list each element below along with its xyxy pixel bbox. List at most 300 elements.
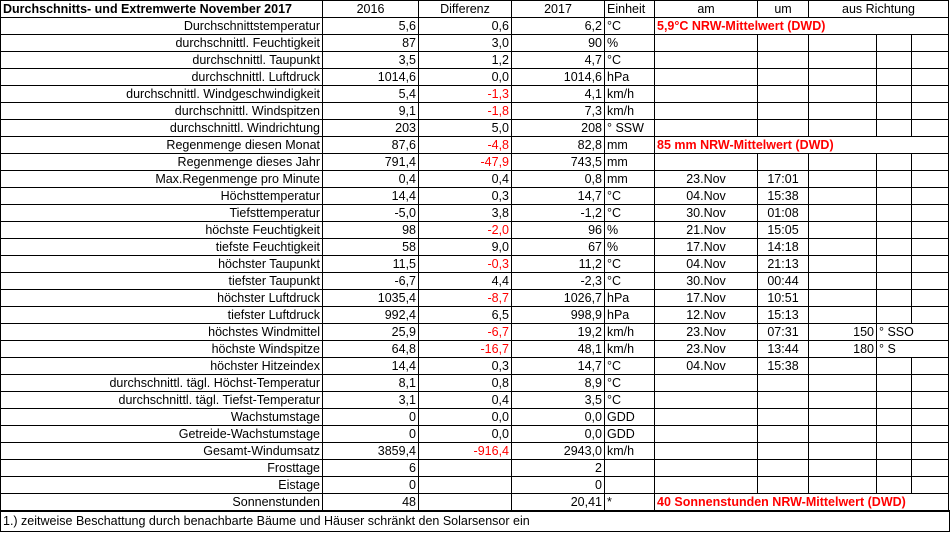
value-unit: %: [605, 239, 655, 256]
table-row: [1, 358, 949, 375]
table-row: [1, 443, 949, 460]
value-2016: 58: [323, 239, 419, 256]
empty-cell: [912, 273, 949, 290]
value-2016: 25,9: [323, 324, 419, 341]
value-2016: 1035,4: [323, 290, 419, 307]
row-label: Höchsttemperatur: [1, 188, 323, 205]
dwd-reference-note: 40 Sonnenstunden NRW-Mittelwert (DWD): [655, 494, 949, 511]
row-label: höchste Feuchtigkeit: [1, 222, 323, 239]
value-2016: 1014,6: [323, 69, 419, 86]
row-label: Max.Regenmenge pro Minute: [1, 171, 323, 188]
empty-cell: [912, 154, 949, 171]
col-header-unit: Einheit: [605, 1, 655, 18]
value-diff: 3,8: [419, 205, 512, 222]
value-direction-degrees: [809, 460, 877, 477]
value-date: 23.Nov: [655, 171, 758, 188]
value-time: [758, 460, 809, 477]
value-direction-degrees: [809, 307, 877, 324]
value-unit: °C: [605, 273, 655, 290]
value-2017: 90: [512, 35, 605, 52]
value-date: [655, 103, 758, 120]
row-label: tiefster Taupunkt: [1, 273, 323, 290]
row-label: Sonnenstunden: [1, 494, 323, 511]
value-2017: 998,9: [512, 307, 605, 324]
empty-cell: [912, 171, 949, 188]
value-date: [655, 375, 758, 392]
value-direction-degrees: [809, 392, 877, 409]
empty-cell: [912, 460, 949, 477]
row-label: Wachstumstage: [1, 409, 323, 426]
value-2017: 4,7: [512, 52, 605, 69]
value-time: 15:38: [758, 358, 809, 375]
value-direction-name: [877, 256, 912, 273]
value-direction-degrees: [809, 222, 877, 239]
empty-cell: [912, 477, 949, 494]
table-row: [1, 273, 949, 290]
value-unit: ° SSW: [605, 120, 655, 137]
value-direction-degrees: [809, 375, 877, 392]
value-2016: 64,8: [323, 341, 419, 358]
value-date: 12.Nov: [655, 307, 758, 324]
value-direction-name: [877, 188, 912, 205]
value-date: [655, 69, 758, 86]
value-diff: 0,8: [419, 375, 512, 392]
value-2017: 0,8: [512, 171, 605, 188]
row-label: durchschnittl. Luftdruck: [1, 69, 323, 86]
value-direction-degrees: [809, 120, 877, 137]
value-2016: 203: [323, 120, 419, 137]
value-time: 07:31: [758, 324, 809, 341]
value-diff: -1,3: [419, 86, 512, 103]
value-diff: [419, 494, 512, 511]
value-2016: 9,1: [323, 103, 419, 120]
table-row: [1, 52, 949, 69]
value-unit: °C: [605, 256, 655, 273]
value-unit: °C: [605, 375, 655, 392]
footnote: 1.) zeitweise Beschattung durch benachbarte Bäume und Häuser schränkt den Solarsensor ein: [0, 511, 950, 532]
value-2016: 14,4: [323, 188, 419, 205]
value-unit: *: [605, 494, 655, 511]
table-row: [1, 409, 949, 426]
value-diff: 0,3: [419, 188, 512, 205]
value-direction-degrees: [809, 35, 877, 52]
value-unit: %: [605, 222, 655, 239]
value-direction-name: [877, 290, 912, 307]
value-direction-name: [877, 222, 912, 239]
row-label: höchster Taupunkt: [1, 256, 323, 273]
value-time: 14:18: [758, 239, 809, 256]
empty-cell: [912, 307, 949, 324]
value-2016: 98: [323, 222, 419, 239]
value-direction-degrees: [809, 86, 877, 103]
row-label: Regenmenge dieses Jahr: [1, 154, 323, 171]
value-direction-degrees: 150: [809, 324, 877, 341]
value-direction-name: [877, 358, 912, 375]
value-date: 17.Nov: [655, 239, 758, 256]
row-label: Frosttage: [1, 460, 323, 477]
empty-cell: [912, 188, 949, 205]
value-direction-name: [877, 86, 912, 103]
value-time: 13:44: [758, 341, 809, 358]
value-direction-name: [877, 103, 912, 120]
table-row: [1, 375, 949, 392]
empty-cell: [912, 205, 949, 222]
value-date: 17.Nov: [655, 290, 758, 307]
value-direction-name: [877, 273, 912, 290]
value-date: [655, 409, 758, 426]
empty-cell: [912, 52, 949, 69]
table-row: [1, 171, 949, 188]
value-diff: 0,6: [419, 18, 512, 35]
table-row: [1, 239, 949, 256]
value-unit: mm: [605, 154, 655, 171]
value-2016: 3,5: [323, 52, 419, 69]
value-direction-degrees: [809, 443, 877, 460]
value-2016: 48: [323, 494, 419, 511]
value-unit: mm: [605, 171, 655, 188]
value-2016: 3859,4: [323, 443, 419, 460]
row-label: durchschnittl. tägl. Tiefst-Temperatur: [1, 392, 323, 409]
row-label: durchschnittl. Feuchtigkeit: [1, 35, 323, 52]
value-2017: 0: [512, 477, 605, 494]
value-time: [758, 35, 809, 52]
table-row: [1, 341, 949, 358]
value-diff: -916,4: [419, 443, 512, 460]
value-time: [758, 154, 809, 171]
value-date: [655, 443, 758, 460]
row-label: höchster Luftdruck: [1, 290, 323, 307]
row-label: Tiefsttemperatur: [1, 205, 323, 222]
col-header-diff: Differenz: [419, 1, 512, 18]
table-row: [1, 103, 949, 120]
value-diff: 3,0: [419, 35, 512, 52]
value-time: 15:05: [758, 222, 809, 239]
row-label: durchschnittl. Windspitzen: [1, 103, 323, 120]
row-label: Gesamt-Windumsatz: [1, 443, 323, 460]
value-direction-name: ° S: [877, 341, 949, 358]
table-row: [1, 86, 949, 103]
value-date: [655, 86, 758, 103]
value-date: [655, 52, 758, 69]
empty-cell: [912, 392, 949, 409]
value-2016: 0: [323, 477, 419, 494]
value-direction-name: [877, 52, 912, 69]
value-2017: 67: [512, 239, 605, 256]
table-row: [1, 307, 949, 324]
value-date: 21.Nov: [655, 222, 758, 239]
value-date: 04.Nov: [655, 256, 758, 273]
row-label: höchstes Windmittel: [1, 324, 323, 341]
table-row: [1, 18, 949, 35]
value-time: [758, 120, 809, 137]
value-2016: 0: [323, 426, 419, 443]
value-diff: 0,0: [419, 426, 512, 443]
value-direction-degrees: [809, 426, 877, 443]
row-label: Durchschnittstemperatur: [1, 18, 323, 35]
value-2017: 82,8: [512, 137, 605, 154]
value-diff: 6,5: [419, 307, 512, 324]
value-direction-degrees: [809, 358, 877, 375]
value-2017: 7,3: [512, 103, 605, 120]
value-direction-name: [877, 392, 912, 409]
col-header-direction: aus Richtung: [809, 1, 949, 18]
value-unit: °C: [605, 18, 655, 35]
value-direction-name: [877, 307, 912, 324]
table-row: [1, 35, 949, 52]
value-diff: -8,7: [419, 290, 512, 307]
empty-cell: [912, 35, 949, 52]
table-row: [1, 120, 949, 137]
value-unit: GDD: [605, 409, 655, 426]
value-direction-degrees: [809, 256, 877, 273]
value-date: [655, 460, 758, 477]
value-time: 15:38: [758, 188, 809, 205]
value-2017: 2: [512, 460, 605, 477]
value-date: [655, 120, 758, 137]
table-row: [1, 188, 949, 205]
value-date: 23.Nov: [655, 324, 758, 341]
value-time: 00:44: [758, 273, 809, 290]
empty-cell: [912, 443, 949, 460]
value-2017: 19,2: [512, 324, 605, 341]
value-time: [758, 52, 809, 69]
value-direction-name: ° SSO: [877, 324, 949, 341]
value-unit: km/h: [605, 103, 655, 120]
value-direction-degrees: [809, 205, 877, 222]
value-unit: km/h: [605, 341, 655, 358]
value-2017: -1,2: [512, 205, 605, 222]
empty-cell: [912, 222, 949, 239]
value-diff: 0,4: [419, 171, 512, 188]
value-2016: 87: [323, 35, 419, 52]
value-2016: 0,4: [323, 171, 419, 188]
value-time: [758, 409, 809, 426]
value-2017: 743,5: [512, 154, 605, 171]
value-unit: hPa: [605, 290, 655, 307]
value-2017: 1026,7: [512, 290, 605, 307]
empty-cell: [912, 256, 949, 273]
value-unit: hPa: [605, 69, 655, 86]
empty-cell: [912, 409, 949, 426]
value-time: [758, 69, 809, 86]
value-direction-degrees: [809, 52, 877, 69]
value-2017: 0,0: [512, 409, 605, 426]
value-2017: 0,0: [512, 426, 605, 443]
value-2016: 0: [323, 409, 419, 426]
value-diff: -0,3: [419, 256, 512, 273]
value-direction-name: [877, 477, 912, 494]
value-unit: [605, 477, 655, 494]
value-2017: 1014,6: [512, 69, 605, 86]
value-date: [655, 392, 758, 409]
table-row: [1, 222, 949, 239]
dwd-reference-note: 5,9°C NRW-Mittelwert (DWD): [655, 18, 949, 35]
row-label: Getreide-Wachstumstage: [1, 426, 323, 443]
row-label: durchschnittl. Windgeschwindigkeit: [1, 86, 323, 103]
value-date: 04.Nov: [655, 358, 758, 375]
value-2016: 791,4: [323, 154, 419, 171]
value-diff: -47,9: [419, 154, 512, 171]
row-label: tiefste Feuchtigkeit: [1, 239, 323, 256]
empty-cell: [912, 120, 949, 137]
value-direction-name: [877, 205, 912, 222]
value-date: 04.Nov: [655, 188, 758, 205]
value-2017: -2,3: [512, 273, 605, 290]
table-row: [1, 426, 949, 443]
value-time: [758, 86, 809, 103]
value-diff: 9,0: [419, 239, 512, 256]
value-date: [655, 477, 758, 494]
value-date: [655, 426, 758, 443]
value-diff: 0,3: [419, 358, 512, 375]
value-direction-degrees: [809, 273, 877, 290]
empty-cell: [912, 69, 949, 86]
value-2016: -5,0: [323, 205, 419, 222]
table-row: [1, 137, 949, 154]
value-direction-degrees: [809, 477, 877, 494]
value-time: [758, 443, 809, 460]
value-direction-degrees: 180: [809, 341, 877, 358]
empty-cell: [912, 86, 949, 103]
empty-cell: [912, 290, 949, 307]
value-unit: km/h: [605, 86, 655, 103]
value-diff: -1,8: [419, 103, 512, 120]
value-2016: 11,5: [323, 256, 419, 273]
value-2017: 208: [512, 120, 605, 137]
row-label: höchste Windspitze: [1, 341, 323, 358]
value-2016: 3,1: [323, 392, 419, 409]
value-direction-name: [877, 443, 912, 460]
value-direction-degrees: [809, 409, 877, 426]
value-diff: -4,8: [419, 137, 512, 154]
value-time: [758, 392, 809, 409]
value-time: 01:08: [758, 205, 809, 222]
value-direction-degrees: [809, 239, 877, 256]
value-2017: 96: [512, 222, 605, 239]
value-time: [758, 426, 809, 443]
value-2017: 14,7: [512, 188, 605, 205]
value-2017: 6,2: [512, 18, 605, 35]
value-unit: °C: [605, 52, 655, 69]
value-time: [758, 375, 809, 392]
value-direction-degrees: [809, 188, 877, 205]
value-diff: 4,4: [419, 273, 512, 290]
value-direction-name: [877, 239, 912, 256]
value-2016: 5,4: [323, 86, 419, 103]
value-diff: 5,0: [419, 120, 512, 137]
row-label: Regenmenge diesen Monat: [1, 137, 323, 154]
row-label: tiefster Luftdruck: [1, 307, 323, 324]
value-diff: 0,0: [419, 409, 512, 426]
table-row: [1, 256, 949, 273]
value-diff: -6,7: [419, 324, 512, 341]
table-row: [1, 69, 949, 86]
row-label: durchschnittl. Taupunkt: [1, 52, 323, 69]
value-diff: [419, 460, 512, 477]
value-2016: -6,7: [323, 273, 419, 290]
value-unit: %: [605, 35, 655, 52]
value-diff: 1,2: [419, 52, 512, 69]
empty-cell: [912, 103, 949, 120]
value-2016: 8,1: [323, 375, 419, 392]
value-unit: km/h: [605, 324, 655, 341]
value-2017: 8,9: [512, 375, 605, 392]
value-unit: GDD: [605, 426, 655, 443]
col-header-2016: 2016: [323, 1, 419, 18]
table-row: [1, 205, 949, 222]
col-header-um: um: [758, 1, 809, 18]
table-row: [1, 290, 949, 307]
value-diff: -16,7: [419, 341, 512, 358]
value-unit: mm: [605, 137, 655, 154]
value-direction-degrees: [809, 69, 877, 86]
table-row: [1, 324, 949, 341]
value-direction-degrees: [809, 103, 877, 120]
value-direction-name: [877, 460, 912, 477]
empty-cell: [912, 375, 949, 392]
dwd-reference-note: 85 mm NRW-Mittelwert (DWD): [655, 137, 949, 154]
value-unit: [605, 460, 655, 477]
table-row: [1, 154, 949, 171]
row-label: Eistage: [1, 477, 323, 494]
value-direction-name: [877, 69, 912, 86]
value-time: [758, 103, 809, 120]
value-2016: 87,6: [323, 137, 419, 154]
table-title: Durchschnitts- und Extremwerte November 2017: [1, 1, 323, 18]
value-2016: 14,4: [323, 358, 419, 375]
empty-cell: [912, 358, 949, 375]
value-unit: °C: [605, 188, 655, 205]
value-2017: 48,1: [512, 341, 605, 358]
value-direction-name: [877, 35, 912, 52]
value-2017: 11,2: [512, 256, 605, 273]
value-2017: 3,5: [512, 392, 605, 409]
value-direction-degrees: [809, 154, 877, 171]
value-direction-name: [877, 409, 912, 426]
value-diff: -2,0: [419, 222, 512, 239]
value-diff: 0,4: [419, 392, 512, 409]
value-date: 30.Nov: [655, 205, 758, 222]
value-direction-name: [877, 120, 912, 137]
value-unit: km/h: [605, 443, 655, 460]
value-2016: 5,6: [323, 18, 419, 35]
value-direction-name: [877, 171, 912, 188]
value-time: 17:01: [758, 171, 809, 188]
row-label: höchster Hitzeindex: [1, 358, 323, 375]
value-unit: °C: [605, 392, 655, 409]
value-time: [758, 477, 809, 494]
col-header-2017: 2017: [512, 1, 605, 18]
value-2017: 20,41: [512, 494, 605, 511]
empty-cell: [912, 239, 949, 256]
value-direction-degrees: [809, 171, 877, 188]
value-unit: °C: [605, 205, 655, 222]
value-time: 21:13: [758, 256, 809, 273]
table-row: [1, 460, 949, 477]
table-row: [1, 392, 949, 409]
value-unit: hPa: [605, 307, 655, 324]
value-date: [655, 154, 758, 171]
table-row: [1, 494, 949, 511]
row-label: durchschnittl. Windrichtung: [1, 120, 323, 137]
value-diff: 0,0: [419, 69, 512, 86]
value-2016: 6: [323, 460, 419, 477]
empty-cell: [912, 426, 949, 443]
value-time: 15:13: [758, 307, 809, 324]
value-2016: 992,4: [323, 307, 419, 324]
value-direction-degrees: [809, 290, 877, 307]
value-2017: 14,7: [512, 358, 605, 375]
